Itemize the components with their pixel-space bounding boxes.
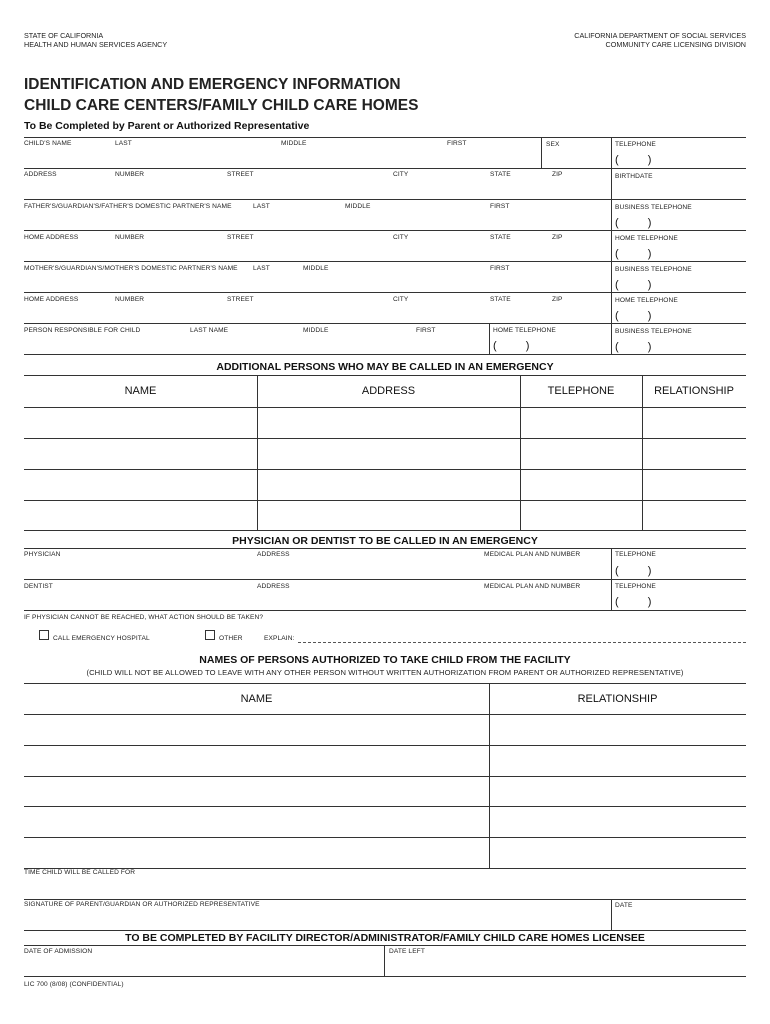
mother-name-label: MOTHER'S/GUARDIAN'S/MOTHER'S DOMESTIC PARTNER'S NAME [24, 265, 238, 272]
father-middle-label: MIDDLE [345, 203, 371, 210]
mother-home-area-code: ( ) [615, 310, 652, 322]
father-name-label: FATHER'S/GUARDIAN'S/FATHER'S DOMESTIC PARTNER'S NAME [24, 203, 232, 210]
child-address-number-label: NUMBER [115, 171, 145, 178]
father-business-area-code: ( ) [615, 217, 652, 229]
father-city-label: CITY [393, 234, 409, 241]
form-subtitle: To Be Completed by Parent or Authorized Representative [24, 120, 310, 132]
mother-state-label: STATE [490, 296, 511, 303]
child-birthdate-label: BIRTHDATE [615, 173, 653, 180]
other-action-label: OTHER [219, 635, 243, 642]
child-telephone-area-code: ( ) [615, 154, 652, 166]
emergency-contacts-heading: ADDITIONAL PERSONS WHO MAY BE CALLED IN AN EMERGENCY [216, 361, 554, 373]
other-action-checkbox[interactable] [205, 630, 215, 640]
child-last-label: LAST [115, 140, 132, 147]
responsible-middle-label: MIDDLE [303, 327, 329, 334]
physician-address-label: ADDRESS [257, 551, 290, 558]
dentist-label: DENTIST [24, 583, 53, 590]
mother-business-area-code: ( ) [615, 279, 652, 291]
physician-heading: PHYSICIAN OR DENTIST TO BE CALLED IN AN EMERGENCY [232, 535, 538, 547]
emergency-telephone-column: TELEPHONE [547, 385, 615, 397]
facility-heading: TO BE COMPLETED BY FACILITY DIRECTOR/ADMINISTRATOR/FAMILY CHILD CARE HOMES LICENSEE [125, 932, 645, 944]
physician-telephone-label: TELEPHONE [615, 551, 656, 558]
father-home-area-code: ( ) [615, 248, 652, 260]
dentist-area-code: ( ) [615, 596, 652, 608]
physician-label: PHYSICIAN [24, 551, 61, 558]
child-middle-label: MIDDLE [281, 140, 307, 147]
father-home-address-label: HOME ADDRESS [24, 234, 79, 241]
mother-street-label: STREET [227, 296, 254, 303]
child-address-street-label: STREET [227, 171, 254, 178]
time-child-called-for-label: TIME CHILD WILL BE CALLED FOR [24, 869, 136, 876]
father-business-telephone-label: BUSINESS TELEPHONE [615, 204, 692, 211]
explain-label: EXPLAIN: [264, 635, 295, 642]
authorized-persons-note: (CHILD WILL NOT BE ALLOWED TO LEAVE WITH ANY OTHER PERSON WITHOUT WRITTEN AUTHORIZATION FROM PARENT OR AUTHORIZED REPRESENTATIVE) [86, 668, 684, 677]
father-home-telephone-label: HOME TELEPHONE [615, 235, 678, 242]
father-state-label: STATE [490, 234, 511, 241]
agency-line-2: HEALTH AND HUMAN SERVICES AGENCY [24, 40, 168, 49]
form-title-line-2: CHILD CARE CENTERS/FAMILY CHILD CARE HOMES [24, 97, 419, 114]
explain-line[interactable] [298, 642, 746, 643]
authorized-name-column: NAME [240, 693, 273, 705]
responsible-home-area-code: ( ) [493, 340, 530, 352]
child-telephone-label: TELEPHONE [615, 141, 656, 148]
signature-label: SIGNATURE OF PARENT/GUARDIAN OR AUTHORIZED REPRESENTATIVE [24, 901, 260, 908]
child-address-city-label: CITY [393, 171, 409, 178]
emergency-relationship-column: RELATIONSHIP [654, 385, 734, 397]
child-address-state-label: STATE [490, 171, 511, 178]
signature-date-label: DATE [615, 902, 633, 909]
emergency-name-column: NAME [124, 385, 157, 397]
department-header [574, 31, 746, 49]
mother-home-telephone-label: HOME TELEPHONE [615, 297, 678, 304]
mother-last-label: LAST [253, 265, 270, 272]
mother-middle-label: MIDDLE [303, 265, 329, 272]
child-sex-label: SEX [546, 141, 560, 148]
authorized-persons-heading: NAMES OF PERSONS AUTHORIZED TO TAKE CHILD FROM THE FACILITY [199, 654, 571, 666]
physician-area-code: ( ) [615, 565, 652, 577]
mother-zip-label: ZIP [552, 296, 563, 303]
call-emergency-hospital-label: CALL EMERGENCY HOSPITAL [53, 635, 150, 642]
child-address-label: ADDRESS [24, 171, 57, 178]
department-line-2: COMMUNITY CARE LICENSING DIVISION [605, 40, 746, 49]
physician-medical-plan-label: MEDICAL PLAN AND NUMBER [484, 551, 581, 558]
dentist-medical-plan-label: MEDICAL PLAN AND NUMBER [484, 583, 581, 590]
mother-city-label: CITY [393, 296, 409, 303]
agency-line-1: STATE OF CALIFORNIA [24, 31, 104, 40]
person-responsible-label: PERSON RESPONSIBLE FOR CHILD [24, 327, 141, 334]
department-line-1: CALIFORNIA DEPARTMENT OF SOCIAL SERVICES [574, 31, 746, 40]
date-left-label: DATE LEFT [389, 948, 425, 955]
mother-business-telephone-label: BUSINESS TELEPHONE [615, 266, 692, 273]
date-of-admission-label: DATE OF ADMISSION [24, 948, 93, 955]
father-number-label: NUMBER [115, 234, 145, 241]
mother-first-label: FIRST [490, 265, 510, 272]
authorized-relationship-column: RELATIONSHIP [577, 693, 658, 705]
responsible-business-telephone-label: BUSINESS TELEPHONE [615, 328, 692, 335]
responsible-last-name-label: LAST NAME [190, 327, 229, 334]
form-title-line-1: IDENTIFICATION AND EMERGENCY INFORMATION [24, 76, 401, 93]
responsible-home-telephone-label: HOME TELEPHONE [493, 327, 556, 334]
childs-name-label: CHILD'S NAME [24, 140, 72, 147]
mother-home-address-label: HOME ADDRESS [24, 296, 79, 303]
responsible-first-label: FIRST [416, 327, 436, 334]
call-emergency-hospital-checkbox[interactable] [39, 630, 49, 640]
father-street-label: STREET [227, 234, 254, 241]
child-first-label: FIRST [447, 140, 467, 147]
if-physician-cannot-be-reached-label: IF PHYSICIAN CANNOT BE REACHED, WHAT ACTION SHOULD BE TAKEN? [24, 614, 264, 621]
father-zip-label: ZIP [552, 234, 563, 241]
responsible-business-area-code: ( ) [615, 341, 652, 353]
form-number-footer: LIC 700 (8/08) (CONFIDENTIAL) [24, 981, 124, 988]
child-address-zip-label: ZIP [552, 171, 563, 178]
agency-header [24, 31, 167, 49]
dentist-address-label: ADDRESS [257, 583, 290, 590]
emergency-address-column: ADDRESS [361, 385, 416, 397]
dentist-telephone-label: TELEPHONE [615, 583, 656, 590]
father-first-label: FIRST [490, 203, 510, 210]
mother-number-label: NUMBER [115, 296, 145, 303]
father-last-label: LAST [253, 203, 270, 210]
